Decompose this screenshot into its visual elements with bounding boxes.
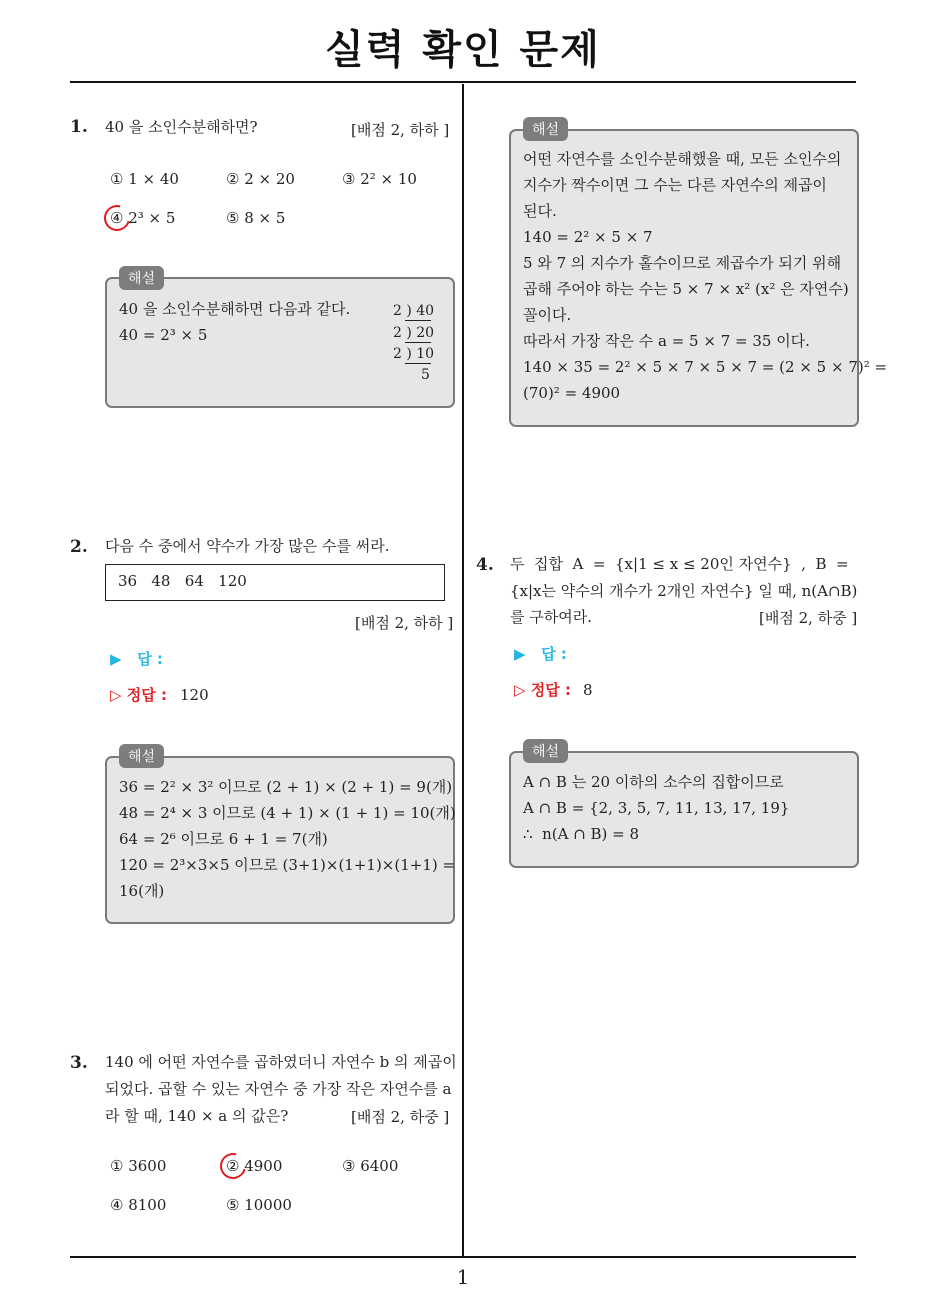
- question-meta: [배점 2, 하중 ]: [759, 609, 858, 627]
- explanation-line: 꼴이다.: [523, 306, 572, 324]
- question-text: 다음 수 중에서 약수가 가장 많은 수를 써라.: [105, 537, 390, 555]
- explanation-tag: 해설: [119, 744, 164, 768]
- question-number: 3.: [70, 1053, 88, 1073]
- division-step: 2 ) 10: [393, 346, 435, 362]
- correct-answer-label: ▷ 정답 :: [514, 681, 571, 699]
- division-step: 2 ) 20: [393, 325, 435, 341]
- question-text: 40 을 소인수분해하면?: [105, 118, 258, 136]
- explanation-tag: 해설: [119, 266, 164, 290]
- option-2[interactable]: ② 4900: [226, 1157, 283, 1175]
- question-meta: [배점 2, 하중 ]: [351, 1108, 450, 1126]
- explanation-tag: 해설: [523, 117, 568, 141]
- explanation-line: 36 = 2² × 3² 이므로 (2 + 1) × (2 + 1) = 9(개): [119, 778, 453, 796]
- question-number: 1.: [70, 117, 88, 137]
- explanation-line: 48 = 2⁴ × 3 이므로 (4 + 1) × (1 + 1) = 10(개): [119, 804, 456, 822]
- division-result: 5: [421, 367, 430, 383]
- correct-answer-label: ▷ 정답 :: [110, 686, 167, 704]
- question-text-line: 라 할 때, 140 × a 의 값은?: [105, 1107, 289, 1125]
- explanation-line: 지수가 짝수이면 그 수는 다른 자연수의 제곱이: [523, 176, 827, 194]
- option-4[interactable]: ④ 2³ × 5: [110, 209, 176, 227]
- explanation-line: 16(개): [119, 882, 165, 900]
- selected-answer-circle-icon: [215, 1148, 251, 1184]
- option-2[interactable]: ② 2 × 20: [226, 170, 295, 188]
- explanation-line: 64 = 2⁶ 이므로 6 + 1 = 7(개): [119, 830, 328, 848]
- question-text-line: 되었다. 곱할 수 있는 자연수 중 가장 작은 자연수를 a: [105, 1080, 452, 1098]
- division-step: 2 ) 40: [393, 303, 435, 319]
- division-bar: [405, 320, 431, 321]
- option-3[interactable]: ③ 6400: [342, 1157, 399, 1175]
- question-meta: [배점 2, 하하 ]: [351, 121, 450, 139]
- question-number: 4.: [476, 555, 494, 575]
- option-3[interactable]: ③ 2² × 10: [342, 170, 417, 188]
- question-text-line: 를 구하여라.: [510, 608, 592, 626]
- explanation-line: 120 = 2³×3×5 이므로 (3+1)×(1+1)×(1+1) =: [119, 856, 456, 874]
- answer-label: ▶ 답 :: [514, 645, 567, 663]
- explanation-line: (70)² = 4900: [523, 384, 621, 402]
- question-text-line: 두 집합 A = {x|1 ≤ x ≤ 20인 자연수} , B =: [510, 555, 849, 573]
- explanation-line: ∴ n(A ∩ B) = 8: [523, 825, 640, 843]
- header-rule: [70, 81, 856, 83]
- explanation-line: 5 와 7 의 지수가 홀수이므로 제곱수가 되기 위해: [523, 254, 842, 272]
- explanation-line: 된다.: [523, 202, 557, 220]
- question-text-line: {x|x는 약수의 개수가 2개인 자연수} 일 때, n(A∩B): [510, 582, 858, 600]
- explanation-line: 따라서 가장 작은 수 a = 5 × 7 = 35 이다.: [523, 332, 810, 350]
- page-number: 1: [456, 1265, 470, 1289]
- answer-label: ▶ 답 :: [110, 650, 163, 668]
- division-bar: [405, 363, 431, 364]
- option-1[interactable]: ① 3600: [110, 1157, 167, 1175]
- column-divider: [462, 84, 464, 1258]
- explanation-line: 곱해 주어야 하는 수는 5 × 7 × x² (x² 은 자연수): [523, 280, 849, 298]
- question-meta: [배점 2, 하하 ]: [355, 614, 454, 632]
- footer-rule: [70, 1256, 856, 1258]
- explanation-tag: 해설: [523, 739, 568, 763]
- option-4[interactable]: ④ 8100: [110, 1196, 167, 1214]
- explanation-line: A ∩ B 는 20 이하의 소수의 집합이므로: [523, 773, 784, 791]
- page-title: 실력 확인 문제: [325, 27, 601, 73]
- selected-answer-circle-icon: [99, 200, 135, 236]
- explanation-line: 어떤 자연수를 소인수분해했을 때, 모든 소인수의: [523, 150, 842, 168]
- division-bar: [405, 342, 431, 343]
- explanation-line: 40 을 소인수분해하면 다음과 같다.: [119, 300, 351, 318]
- explanation-line: 140 × 35 = 2² × 5 × 7 × 5 × 7 = (2 × 5 × 7)² =: [523, 358, 888, 376]
- correct-answer-value: 8: [583, 681, 593, 699]
- option-5[interactable]: ⑤ 8 × 5: [226, 209, 286, 227]
- option-5[interactable]: ⑤ 10000: [226, 1196, 292, 1214]
- question-number: 2.: [70, 537, 88, 557]
- question-text-line: 140 에 어떤 자연수를 곱하였더니 자연수 b 의 제곱이: [105, 1053, 457, 1071]
- explanation-line: 140 = 2² × 5 × 7: [523, 228, 653, 246]
- choices-text: 36 48 64 120: [118, 572, 247, 590]
- explanation-line: 40 = 2³ × 5: [119, 326, 208, 344]
- correct-answer-value: 120: [180, 686, 209, 704]
- explanation-line: A ∩ B = {2, 3, 5, 7, 11, 13, 17, 19}: [523, 799, 790, 817]
- option-1[interactable]: ① 1 × 40: [110, 170, 179, 188]
